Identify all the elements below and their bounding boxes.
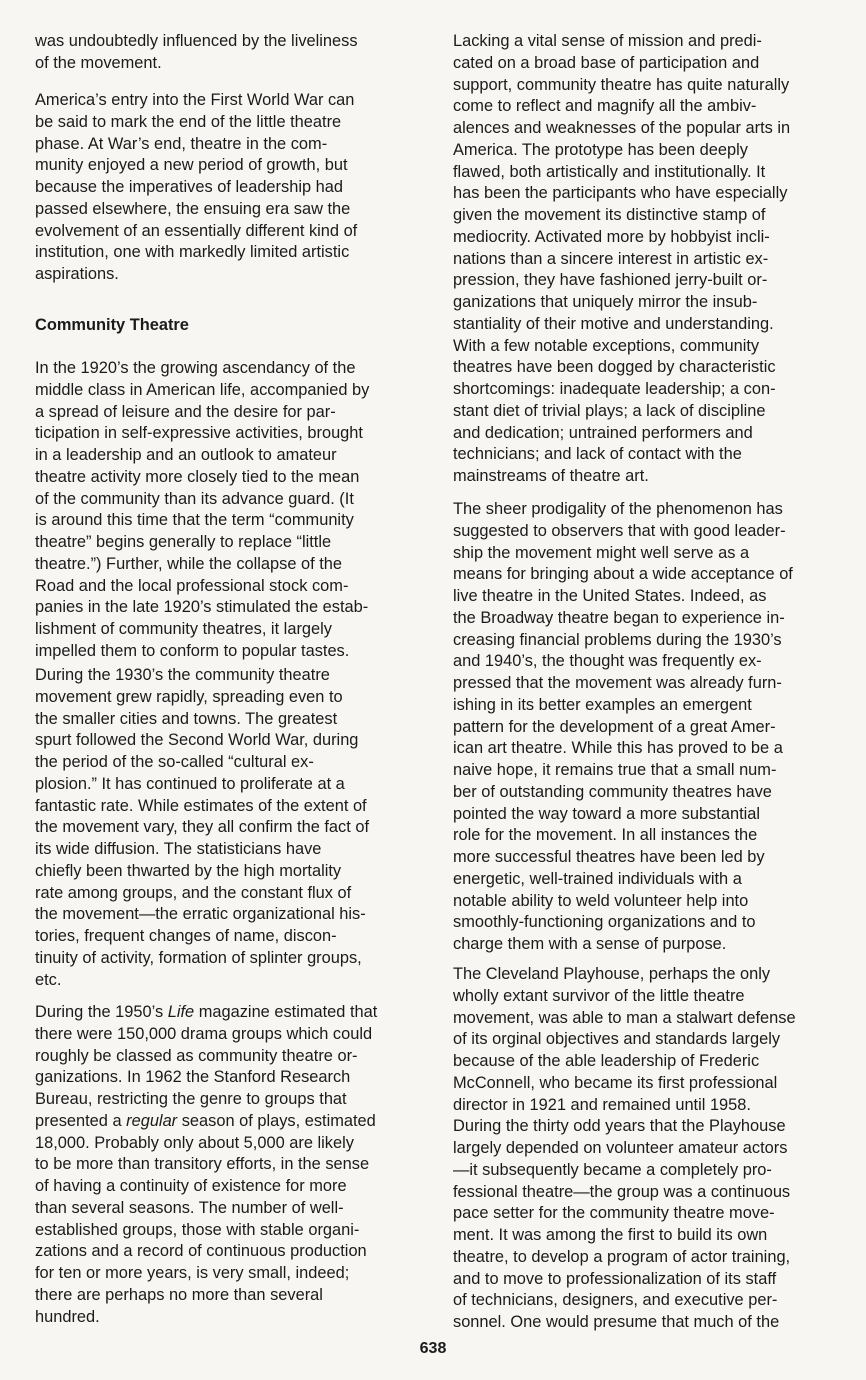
section-heading: Community Theatre xyxy=(35,316,189,334)
text-line: and 1940’s, the thought was frequently ex- xyxy=(453,652,762,671)
text-line: theatre activity more closely tied to the mean xyxy=(35,467,360,486)
text-line: aspirations. xyxy=(35,265,119,283)
text-line: plosion.” It has continued to proliferate at a xyxy=(35,774,345,793)
text-line: passed elsewhere, the ensuing era saw the xyxy=(35,199,351,218)
text-line: suggested to observers that with good leader- xyxy=(453,521,786,540)
text-line: ishing in its better examples an emergent xyxy=(453,695,752,714)
text-line: pointed the way toward a more substantial xyxy=(453,804,761,823)
text-line: given the movement its distinctive stamp of xyxy=(453,206,766,224)
text-line: alences and weaknesses of the popular arts in xyxy=(453,119,791,137)
text-line: of technicians, designers, and executive per- xyxy=(453,1291,778,1310)
text-line: ship the movement might well serve as a xyxy=(453,543,750,562)
text-line: During the 1930’s the community theatre xyxy=(35,666,330,684)
text-line: mediocrity. Activated more by hobbyist incli- xyxy=(453,227,770,246)
text-line: means for bringing about a wide acceptance of xyxy=(453,565,793,584)
text-line: to be more than transitory efforts, in the sense xyxy=(35,1155,370,1174)
text-line: roughly be classed as community theatre or- xyxy=(35,1046,358,1065)
text-line: middle class in American life, accompanied by xyxy=(35,380,370,399)
text-line: 18,000. Probably only about 5,000 are likely xyxy=(35,1133,354,1152)
text-line xyxy=(35,1111,377,1133)
text-line: In the 1920’s the growing ascendancy of the xyxy=(35,359,356,377)
text-line: spurt followed the Second World War, during xyxy=(35,731,359,750)
text-line: evolvement of an essentially different kind of xyxy=(35,221,358,240)
text-line: the movement vary, they all confirm the fact of xyxy=(35,818,370,837)
text-line: live theatre in the United States. Indeed, as xyxy=(453,587,767,605)
text-line: panies in the late 1920’s stimulated the estab- xyxy=(35,598,369,617)
text-segment: During the 1950’s xyxy=(35,1003,168,1021)
paragraph xyxy=(453,31,790,488)
text-line: has been the participants who have especially xyxy=(453,184,788,203)
paragraph xyxy=(35,90,357,286)
text-line: is around this time that the term “community xyxy=(35,511,354,530)
text-line: stant diet of trivial plays; a lack of discipline xyxy=(453,401,766,420)
text-line: of its orginal objectives and standards largely xyxy=(453,1030,781,1049)
text-line: than several seasons. The number of well- xyxy=(35,1198,344,1217)
text-line: hundred. xyxy=(35,1307,100,1326)
text-line: flawed, both artistically and institutionally. It xyxy=(453,162,766,181)
text-line: theatres have been dogged by characteristic xyxy=(453,358,776,377)
text-line: etc. xyxy=(35,970,62,989)
text-line: technicians; and lack of contact with the xyxy=(453,445,742,464)
paragraph xyxy=(35,31,358,75)
text-line: fantastic rate. While estimates of the extent of xyxy=(35,796,367,815)
text-line: for ten or more years, is very small, indeed; xyxy=(35,1264,350,1282)
text-line: role for the movement. In all instances the xyxy=(453,826,758,845)
text-segment: presented a xyxy=(35,1111,127,1130)
text-line: McConnell, who became its first professional xyxy=(453,1073,778,1092)
text-line: tinuity of activity, formation of splinter groups, xyxy=(35,948,362,967)
text-line: naive hope, it remains true that a small num- xyxy=(453,761,777,779)
italic-text: regular xyxy=(126,1111,178,1130)
text-line: —it subsequently became a completely pro- xyxy=(453,1160,772,1179)
text-line: charge them with a sense of purpose. xyxy=(453,935,727,953)
text-line: there were 150,000 drama groups which could xyxy=(35,1024,373,1043)
text-line: director in 1921 and remained until 1958. xyxy=(453,1095,751,1114)
text-line: America. The prototype has been deeply xyxy=(453,140,748,159)
text-line: nations than a sincere interest in artistic ex- xyxy=(453,249,769,268)
text-line: During the thirty odd years that the Playhouse xyxy=(453,1117,786,1136)
text-line: tories, frequent changes of name, discon- xyxy=(35,927,337,945)
text-line: a spread of leisure and the desire for par- xyxy=(35,402,336,421)
text-line: because the imperatives of leadership had xyxy=(35,178,343,196)
text-line: energetic, well-trained individuals with a xyxy=(453,869,742,888)
text-line: movement, was able to man a stalwart defense xyxy=(453,1008,796,1027)
text-line: pressed that the movement was already furn- xyxy=(453,674,782,692)
text-line: theatre” begins generally to replace “little xyxy=(35,533,332,551)
text-line: With a few notable exceptions, community xyxy=(453,336,760,355)
text-line: Road and the local professional stock com- xyxy=(35,576,349,595)
text-line: notable ability to weld volunteer help into xyxy=(453,891,749,910)
text-line: pattern for the development of a great Amer- xyxy=(453,717,776,736)
text-line: stantiality of their motive and understanding. xyxy=(453,314,774,333)
text-line: chiefly been thwarted by the high mortality xyxy=(35,861,342,880)
paragraph xyxy=(35,358,369,663)
text-line: shortcomings: inadequate leadership; a con- xyxy=(453,380,776,398)
text-line: munity enjoyed a new period of growth, but xyxy=(35,156,348,175)
text-line: established groups, those with stable organi- xyxy=(35,1220,360,1239)
text-line: institution, one with markedly limited artistic xyxy=(35,243,350,262)
text-line: of having a continuity of existence for more xyxy=(35,1177,347,1195)
text-line: rate among groups, and the constant flux of xyxy=(35,883,352,902)
text-line: smoothly-functioning organizations and to xyxy=(453,913,756,932)
text-line: the Broadway theatre began to experience in- xyxy=(453,608,785,627)
text-line: ment. It was among the first to build its own xyxy=(453,1226,768,1244)
text-line: largely depended on volunteer amateur actors xyxy=(453,1139,788,1157)
text-line: pression, they have fashioned jerry-built or- xyxy=(453,271,768,290)
text-line: lishment of community theatres, it largely xyxy=(35,620,332,638)
text-line: support, community theatre has quite naturally xyxy=(453,75,790,94)
text-line: movement grew rapidly, spreading even to xyxy=(35,687,343,706)
text-line: ber of outstanding community theatres have xyxy=(453,782,772,801)
text-line: zations and a record of continuous production xyxy=(35,1242,367,1261)
text-line: The Cleveland Playhouse, perhaps the only xyxy=(453,965,771,983)
text-line: sonnel. One would presume that much of the xyxy=(453,1313,780,1331)
text-line xyxy=(35,1002,377,1024)
page-number: 638 xyxy=(419,1340,447,1357)
paragraph xyxy=(35,665,369,991)
text-line: pace setter for the community theatre move- xyxy=(453,1204,775,1223)
text-segment: magazine estimated that xyxy=(194,1003,378,1021)
text-line: ican art theatre. While this has proved to be a xyxy=(453,739,783,758)
text-line: the movement—the erratic organizational his- xyxy=(35,905,366,924)
text-line: ganizations that uniquely mirror the insub- xyxy=(453,293,758,311)
text-line: of the movement. xyxy=(35,53,162,72)
italic-text: Life xyxy=(167,1003,195,1021)
text-line: and to move to professionalization of its staff xyxy=(453,1269,777,1288)
text-line: creasing financial problems during the 1930’s xyxy=(453,630,782,649)
text-line: its wide diffusion. The statisticians have xyxy=(35,840,322,858)
text-line: be said to mark the end of the little theatre xyxy=(35,112,342,131)
paragraph xyxy=(453,964,796,1334)
paragraph xyxy=(453,499,793,956)
text-line: cated on a broad base of participation and xyxy=(453,53,760,72)
text-line: fessional theatre—the group was a continuous xyxy=(453,1182,791,1201)
text-line: more successful theatres have been led by xyxy=(453,848,765,866)
text-line: phase. At War’s end, theatre in the com- xyxy=(35,134,328,153)
text-line: the smaller cities and towns. The greatest xyxy=(35,709,338,728)
text-line: impelled them to conform to popular tastes. xyxy=(35,641,350,660)
text-line: ticipation in self-expressive activities, brought xyxy=(35,424,363,443)
text-line: of the community than its advance guard. (It xyxy=(35,489,354,508)
text-segment: season of plays, estimated xyxy=(177,1111,376,1130)
text-line: because of the able leadership of Frederic xyxy=(453,1052,760,1070)
text-line: The sheer prodigality of the phenomenon has xyxy=(453,500,783,518)
text-line: there are perhaps no more than several xyxy=(35,1285,323,1304)
text-line: theatre.”) Further, while the collapse of the xyxy=(35,554,343,573)
text-line: Bureau, restricting the genre to groups that xyxy=(35,1090,347,1108)
text-line: in a leadership and an outlook to amateur xyxy=(35,446,337,464)
text-line: wholly extant survivor of the little theatre xyxy=(453,986,745,1005)
paragraph xyxy=(35,1002,377,1328)
text-line: the period of the so-called “cultural ex- xyxy=(35,753,314,771)
text-line: Lacking a vital sense of mission and predi- xyxy=(453,32,762,50)
text-line: ganizations. In 1962 the Stanford Research xyxy=(35,1068,351,1087)
text-line: was undoubtedly influenced by the liveliness xyxy=(35,32,358,50)
text-line: and dedication; untrained performers and xyxy=(453,423,753,442)
text-line: come to reflect and magnify all the ambiv- xyxy=(453,97,757,116)
text-line: mainstreams of theatre art. xyxy=(453,467,649,485)
text-line: theatre, to develop a program of actor training, xyxy=(453,1247,791,1266)
text-line: America’s entry into the First World War can xyxy=(35,91,355,109)
